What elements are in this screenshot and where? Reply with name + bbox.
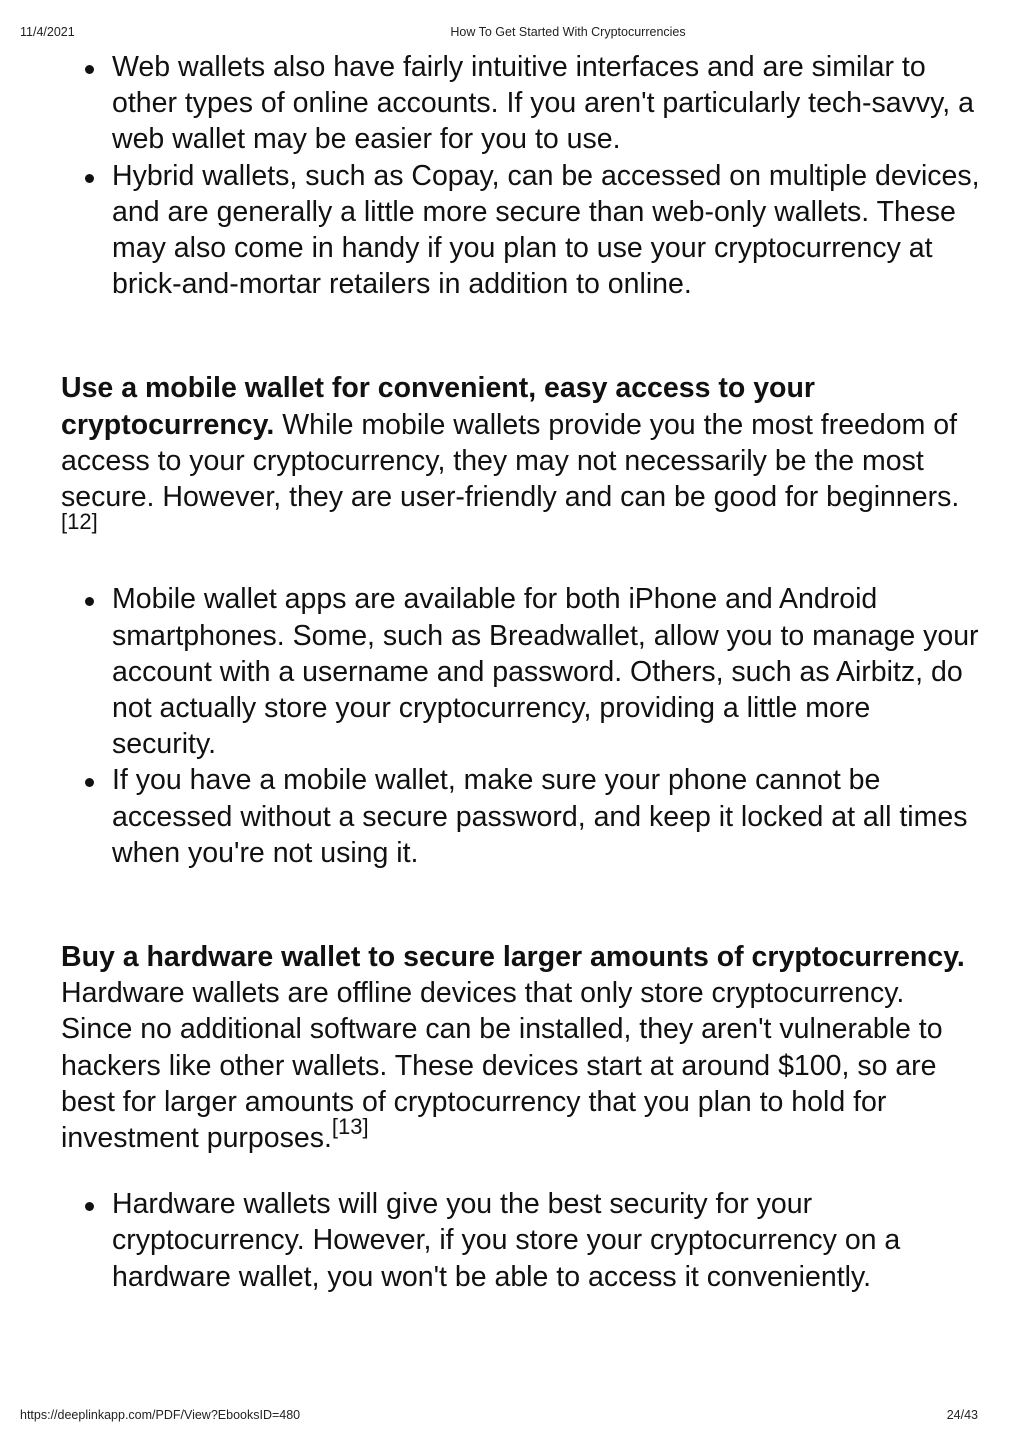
step-mobile-wallet: [61, 370, 981, 551]
list-item: Mobile wallet apps are available for both iPhone and Android smartphones. Some, such as Breadwallet, allow you to manage your account with a username and password. Others, such as Airbitz, do not actually store your cryptocurrency, providing a little more security.: [112, 581, 981, 762]
document-title: How To Get Started With Cryptocurrencies: [450, 25, 686, 39]
page-url[interactable]: https://deeplinkapp.com/PDF/View?EbooksID=480: [20, 1408, 301, 1422]
reference-link[interactable]: [13]: [331, 1114, 369, 1140]
step-body: Hardware wallets are offline devices that only store cryptocurrency. Since no additional software can be installed, they aren't vulnerable to hackers like other wallets. These devices start at around $100, so are best for larger amounts of cryptocurrency that you plan to hold for investment purposes.: [61, 977, 943, 1155]
reference-link[interactable]: [12]: [61, 509, 98, 535]
bullet-list-mobile-wallets: [61, 581, 981, 871]
step-heading: Buy a hardware wallet to secure larger amounts of cryptocurrency.: [61, 941, 965, 974]
article-content: [61, 49, 981, 1295]
list-item: Hybrid wallets, such as Copay, can be accessed on multiple devices, and are generally a little more secure than web-only wallets. These may also come in handy if you plan to use your cryptocurrency at brick-and-mortar retailers in addition to online.: [112, 158, 981, 303]
print-date: 11/4/2021: [20, 25, 75, 39]
list-item: If you have a mobile wallet, make sure your phone cannot be accessed without a secure password, and keep it locked at all times when you're not using it.: [112, 762, 981, 871]
bullet-list-wallet-types: [61, 49, 981, 302]
page-number: 24/43: [946, 1408, 978, 1422]
step-hardware-wallet: [61, 939, 981, 1156]
bullet-list-hardware-wallets: [61, 1186, 981, 1295]
step-body: While mobile wallets provide you the most freedom of access to your cryptocurrency, they may not necessarily be the most secure. However, they are user-friendly and can be good for beginners.: [61, 408, 960, 514]
step-heading: Use a mobile wallet for convenient, easy access to your cryptocurrency.: [61, 372, 815, 441]
list-item: Web wallets also have fairly intuitive interfaces and are similar to other types of online accounts. If you aren't particularly tech-savvy, a web wallet may be easier for you to use.: [112, 49, 981, 158]
print-header: [0, 25, 1024, 41]
list-item: Hardware wallets will give you the best security for your cryptocurrency. However, if you store your cryptocurrency on a hardware wallet, you won't be able to access it conveniently.: [112, 1186, 981, 1295]
print-footer: [0, 1408, 1024, 1424]
